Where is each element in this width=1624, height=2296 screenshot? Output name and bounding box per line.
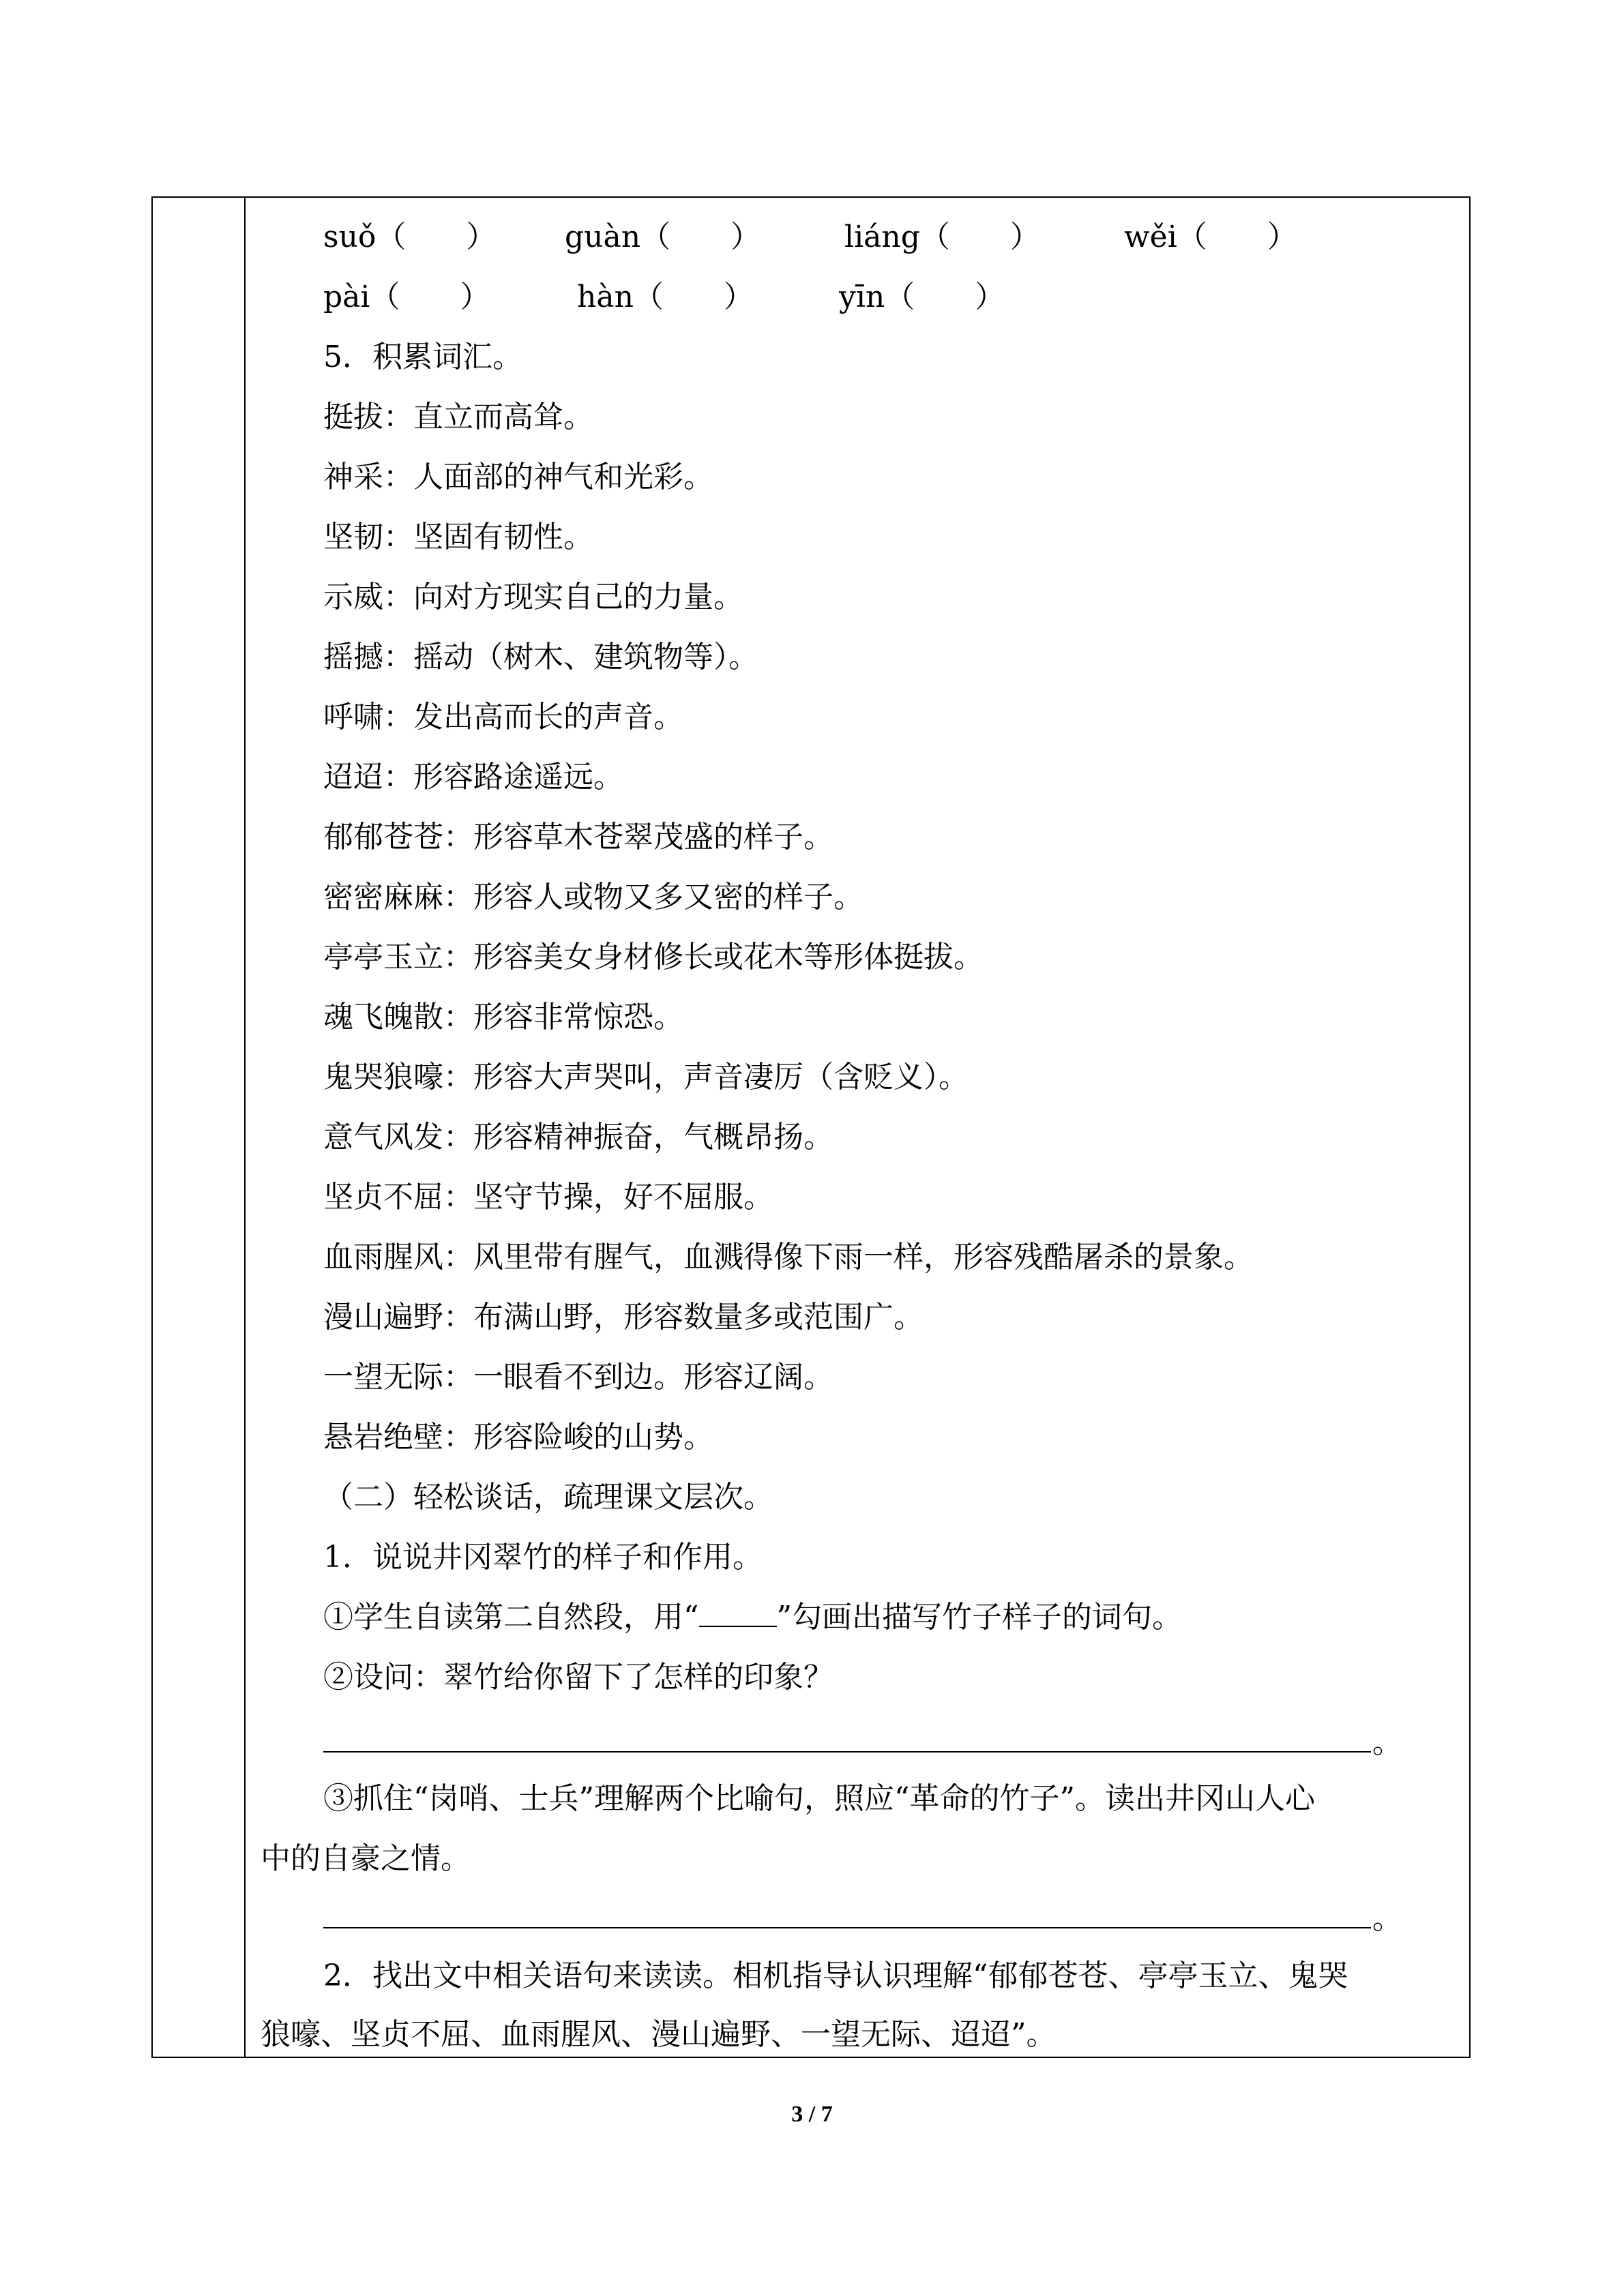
- vocab-item: 神采：人面部的神气和光彩。: [323, 460, 713, 494]
- vocab-item: 鬼哭狼嚎：形容大声哭叫，声音凄厉（含贬义）。: [323, 1060, 969, 1094]
- section-title: 5．积累词汇。: [323, 340, 522, 374]
- vocab-item: 亭亭玉立：形容美女身材修长或花木等形体挺拔。: [323, 940, 984, 974]
- vocab-item: 密密麻麻：形容人或物又多又密的样子。: [323, 880, 863, 914]
- vocab-item: 坚贞不屈：坚守节操，好不屈服。: [323, 1180, 773, 1214]
- vocab-item: 挺拔：直立而高耸。: [323, 400, 593, 434]
- answer-blank-1-period: 。: [1372, 1725, 1402, 1760]
- vocab-item: 一望无际：一眼看不到边。形容辽阔。: [323, 1360, 833, 1395]
- table-column-divider: [244, 198, 246, 2057]
- answer-blank-2[interactable]: [323, 1927, 1371, 1928]
- pinyin-item: liáng（ ）: [844, 220, 1040, 254]
- pinyin-item: pài（ ）: [323, 280, 490, 314]
- step-a-text-after: ”勾画出描写竹子样子的词句。: [776, 1600, 1182, 1635]
- pinyin-item: yīn（ ）: [839, 280, 1005, 314]
- pinyin-item: wěi（ ）: [1124, 220, 1297, 254]
- vocab-item: 坚韧：坚固有韧性。: [323, 520, 593, 554]
- answer-blank-2-period: 。: [1372, 1901, 1402, 1936]
- vocab-item: 示威：向对方现实自己的力量。: [323, 580, 743, 614]
- vocab-item: 悬岩绝壁：形容险峻的山势。: [323, 1420, 713, 1455]
- pinyin-item: guàn（ ）: [565, 220, 761, 254]
- question-2-line2: 狼嚎、坚贞不屈、血雨腥风、漫山遍野、一望无际、迢迢”。: [261, 2017, 1057, 2052]
- answer-blank-1[interactable]: [323, 1751, 1371, 1753]
- vocab-item: 郁郁苍苍：形容草木苍翠茂盛的样子。: [323, 820, 833, 854]
- vocab-item: 摇撼：摇动（树木、建筑物等）。: [323, 640, 758, 674]
- question-1-step-b: ②设问：翠竹给你留下了怎样的印象？: [323, 1660, 833, 1695]
- question-2-line1: 2．找出文中相关语句来读读。相机指导认识理解“郁郁苍苍、亭亭玉立、鬼哭: [323, 1958, 1348, 1993]
- underline-symbol: [699, 1598, 777, 1627]
- step-a-text-before: ①学生自读第二自然段，用“: [323, 1600, 699, 1635]
- vocab-item: 魂飞魄散：形容非常惊恐。: [323, 1000, 683, 1034]
- question-1-step-c-line1: ③抓住“岗哨、士兵”理解两个比喻句，照应“革命的竹子”。读出井冈山人心: [323, 1781, 1315, 1816]
- vocab-item: 血雨腥风：风里带有腥气，血溅得像下雨一样，形容残酷屠杀的景象。: [323, 1240, 1254, 1274]
- vocab-item: 呼啸：发出高而长的声音。: [323, 700, 683, 734]
- question-1-step-c-line2: 中的自豪之情。: [261, 1841, 471, 1876]
- vocab-item: 意气风发：形容精神振奋，气概昂扬。: [323, 1120, 833, 1154]
- vocab-item: 迢迢：形容路途遥远。: [323, 760, 623, 794]
- pinyin-item: hàn（ ）: [577, 280, 754, 314]
- pinyin-item: suǒ（ ）: [323, 220, 497, 254]
- question-1-step-a: [323, 1598, 1182, 1637]
- question-1: 1．说说井冈翠竹的样子和作用。: [323, 1540, 763, 1575]
- part2-title: （二）轻松谈话，疏理课文层次。: [323, 1480, 773, 1515]
- vocab-item: 漫山遍野：布满山野，形容数量多或范围广。: [323, 1300, 924, 1335]
- page-number: 3 / 7: [791, 2102, 833, 2127]
